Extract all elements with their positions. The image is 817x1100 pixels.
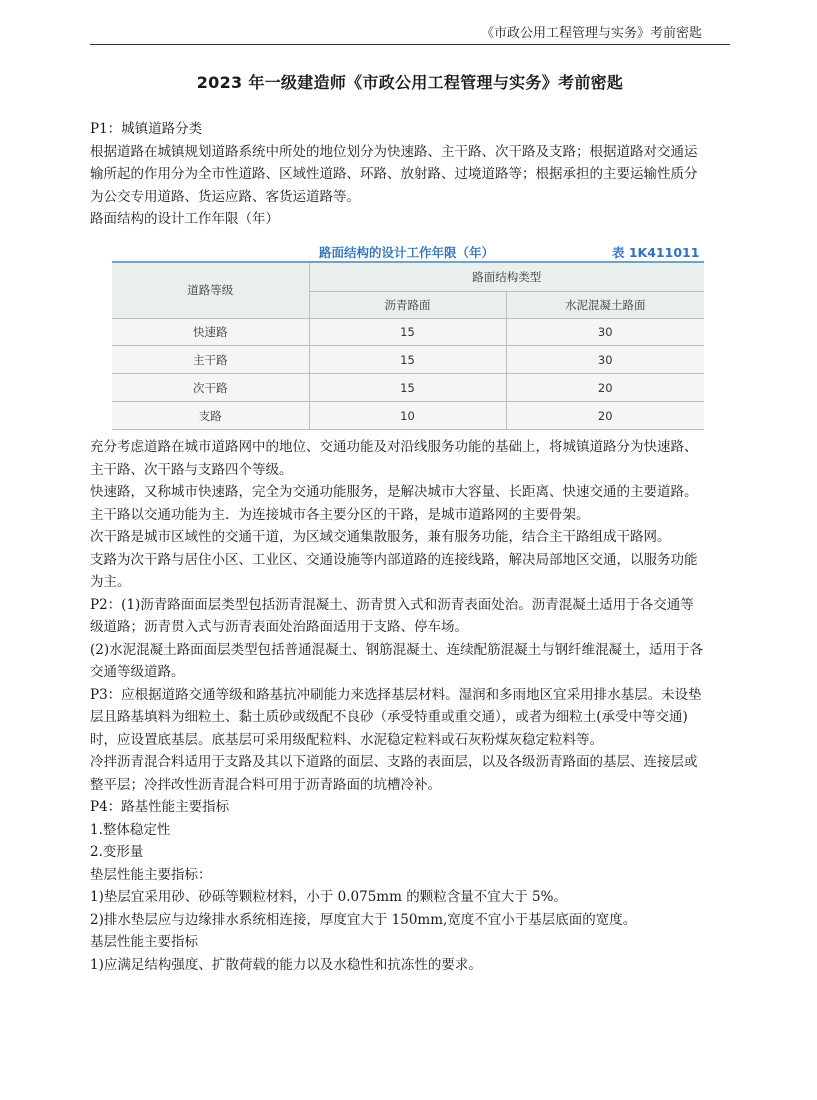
section-heading-p4: P4：路基性能主要指标 <box>90 799 230 815</box>
table-caption <box>112 238 704 260</box>
running-header <box>90 22 730 45</box>
list-item: 2)排水垫层应与边缘排水系统相连接，厚度宜大于 150mm,宽度不宜小于基层底面的宽度。 <box>90 911 637 928</box>
running-header-text: 《市政公用工程管理与实务》考前密匙 <box>480 26 702 41</box>
cell-asphalt: 15 <box>309 374 506 402</box>
table-caption-title: 路面结构的设计工作年限（年） <box>319 245 495 260</box>
table-number: 表 1K411011 <box>612 245 700 260</box>
subheading: 基层性能主要指标 <box>90 934 198 950</box>
paragraph: 冷拌沥青混合料适用于支路及其以下道路的面层、支路的表面层，以及各级沥青路面的基层、连接层或整平层；冷拌改性沥青混合料可用于沥青路面的坑槽冷补。 <box>90 754 698 793</box>
paragraph: 充分考虑道路在城市道路网中的地位、交通功能及对沿线服务功能的基础上，将城镇道路分为快速路、主干路、次干路与支路四个等级。 <box>90 439 698 478</box>
design-life-table <box>112 261 704 430</box>
cell-asphalt: 15 <box>309 346 506 374</box>
paragraph: P2：(1)沥青路面面层类型包括沥青混凝土、沥青贯入式和沥青表面处治。沥青混凝土适用于各交通等级道路；沥青贯入式与沥青表面处治路面适用于支路、停车场。 <box>90 596 694 635</box>
cell-asphalt: 10 <box>309 402 506 430</box>
paragraph: 根据道路在城镇规划道路系统中所处的地位划分为快速路、主干路、次干路及支路；根据道路对交通运输所起的作用分为全市性道路、区域性道路、环路、放射路、过境道路等；根据承担的主要运输性质分为公交专用道路、货运应路、客货运道路等。 <box>90 143 698 205</box>
table-row <box>112 402 704 430</box>
table-row <box>112 374 704 402</box>
cell-cement: 20 <box>506 402 704 430</box>
header-asphalt: 沥青路面 <box>309 291 506 318</box>
cell-asphalt: 15 <box>309 318 506 346</box>
paragraph: 路面结构的设计工作年限（年） <box>90 211 279 227</box>
list-item: 1)垫层宜采用砂、砂砾等颗粒材料，小于 0.075mm 的颗粒含量不宜大于 5%。 <box>90 889 567 905</box>
page-title: 2023 年一级建造师《市政公用工程管理与实务》考前密匙 <box>196 73 624 92</box>
list-item: 1.整体稳定性 <box>90 821 171 838</box>
paragraph: 次干路是城市区域性的交通干道，为区域交通集散服务，兼有服务功能，结合主干路组成干路网。 <box>90 529 671 545</box>
header-cement: 水泥混凝土路面 <box>506 291 704 318</box>
paragraph: P3：应根据道路交通等级和路基抗冲刷能力来选择基层材料。湿润和多雨地区宜采用排水基层。未设垫层且路基填料为细粒土、黏土质砂或级配不良砂（承受特重或重交通），或者为细粒土(承受中等交通)时，应设置底基层。底基层可采用级配粒料、水泥稳定粒料或石灰粉煤灰稳定粒料等。 <box>90 686 702 748</box>
cell-grade: 快速路 <box>112 318 309 346</box>
paragraph: 快速路，又称城市快速路，完全为交通功能服务，是解决城市大容量、长距离、快速交通的主要道路。 <box>90 484 698 500</box>
intro-section <box>90 118 706 231</box>
header-pavement-type: 路面结构类型 <box>309 263 704 291</box>
paragraph: (2)水泥混凝土路面面层类型包括普通混凝土、钢筋混凝土、连续配筋混凝土与钢纤维混凝土，适用于各交通等级道路。 <box>90 641 704 680</box>
paragraph: 支路为次干路与居住小区、工业区、交通设施等内部道路的连接线路，解决局部地区交通，以服务功能为主。 <box>90 551 698 590</box>
cell-cement: 30 <box>506 346 704 374</box>
header-grade: 道路等级 <box>112 263 309 318</box>
table-row <box>112 346 704 374</box>
cell-grade: 次干路 <box>112 374 309 402</box>
subheading: 垫层性能主要指标： <box>90 866 212 883</box>
paragraph: 主干路以交通功能为主．为连接城市各主要分区的干路，是城市道路网的主要骨架。 <box>90 506 590 523</box>
cell-grade: 主干路 <box>112 346 309 374</box>
cell-cement: 20 <box>506 374 704 402</box>
list-item: 1)应满足结构强度、扩散荷载的能力以及水稳性和抗冻性的要求。 <box>90 956 482 973</box>
section-heading-p1: P1：城镇道路分类 <box>90 121 203 137</box>
table-row <box>112 318 704 346</box>
list-item: 2.变形量 <box>90 844 144 860</box>
design-life-table-figure <box>112 238 704 428</box>
cell-grade: 支路 <box>112 402 309 430</box>
main-section <box>90 436 706 976</box>
cell-cement: 30 <box>506 318 704 346</box>
